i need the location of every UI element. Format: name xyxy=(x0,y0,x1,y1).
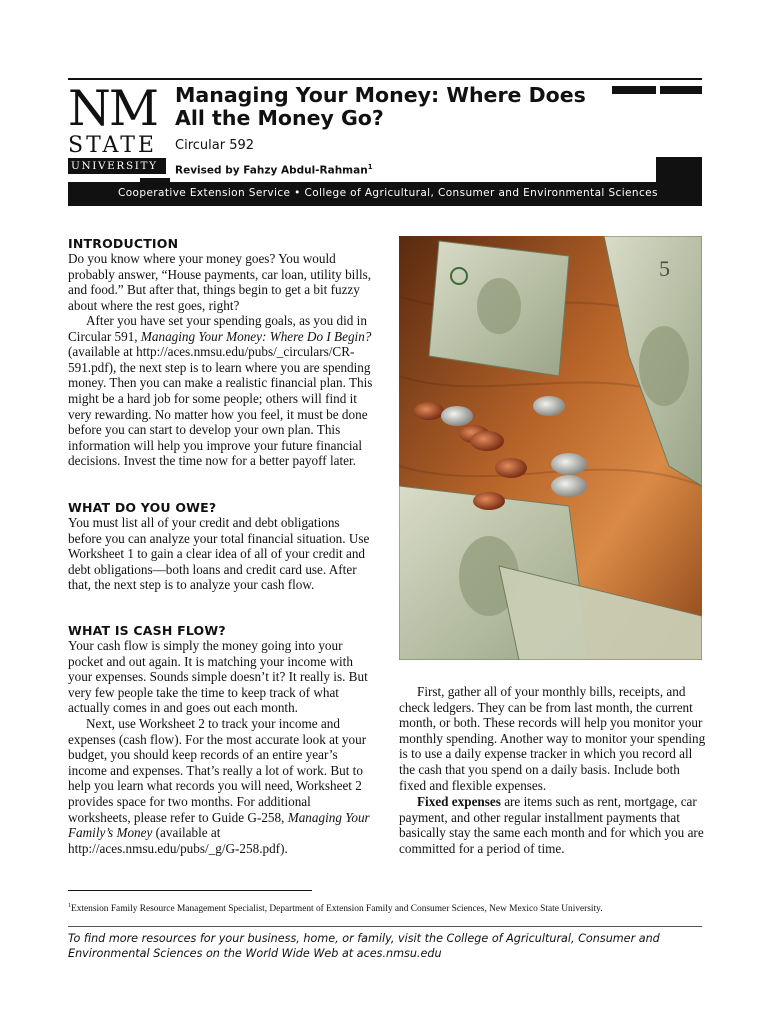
footer-rule xyxy=(68,926,702,927)
header-top-rule xyxy=(68,78,702,80)
header-deco-block xyxy=(660,86,702,94)
cashflow-paragraph-2 xyxy=(68,716,374,856)
logo-university: UNIVERSITY xyxy=(68,158,166,174)
intro-paragraph-2 xyxy=(68,313,374,469)
nmsu-logo xyxy=(68,80,166,186)
heading-what-do-you-owe: WHAT DO YOU OWE? xyxy=(68,500,217,515)
header-deco-block xyxy=(656,157,702,182)
cashflow-paragraph-1: Your cash flow is simply the money going into your pocket and out again. It is matching your income with your expenses. Sounds simple doesn’t it? It really is. But very few people take the time to keep track of what actually comes in and goes out each month. xyxy=(68,638,368,716)
revised-footnote-mark: 1 xyxy=(367,163,373,171)
owe-paragraph: You must list all of your credit and debt obligations before you can analyze your total financial situation. Use Worksheet 1 to gain a clear idea of all of your credit and debt obligations—both loans and credit card use. After that, the next step is to analyze your cash flow. xyxy=(68,515,370,593)
footnote xyxy=(68,903,603,914)
header-deco-block xyxy=(612,86,656,94)
circular-591-title: Managing Your Money: Where Do I Begin? xyxy=(140,328,372,344)
bill-numeral: 5 xyxy=(659,256,670,281)
right-p2-text: are items such as rent, mortgage, car payment, and other regular installment payments that basically stay the same each month and for which you are committed for a period of time. xyxy=(399,794,704,856)
title-line-2: All the Money Go? xyxy=(175,106,384,130)
revised-text: Revised by Fahzy Abdul-Rahman xyxy=(175,164,368,177)
right-paragraph-1: First, gather all of your monthly bills, receipts, and check ledgers. They can be from last month, the current month, or both. These records will help you monitor your monthly spending. Another way to monitor your spending is to use a daily expense tracker in which you record all the cash that you spend on a daily basis. Include both fixed and flexible expenses. xyxy=(399,684,706,793)
footnote-text: Extension Family Resource Management Specialist, Department of Extension Family and Consumer Sciences, New Mexico State University. xyxy=(71,904,603,915)
revised-by xyxy=(175,163,373,177)
money-photo xyxy=(399,236,702,660)
cashflow-p2-text-a: Next, use Worksheet 2 to track your income and expenses (cash flow). For the most accurate look at your budget, you should keep records of an entire year’s income and expenses. That’s really a lot of work. But to help you learn what records you will need, Worksheet 2 provides space for two months. For additional worksheets, please refer to Guide G-258, xyxy=(68,716,367,825)
extension-banner-text: Cooperative Extension Service • College of Agricultural, Consumer and Environmental Sciences xyxy=(118,187,658,199)
document-title xyxy=(175,84,595,130)
intro-p2-text-a: After you have set your spending goals, as you did in Circular 591, xyxy=(68,313,367,344)
logo-state: STATE xyxy=(68,133,157,158)
footer-resources-note: To find more resources for your business, home, or family, visit the College of Agricultural, Consumer and Environmental Sciences on the World Wide Web at aces.nmsu.edu xyxy=(68,932,660,960)
title-line-1: Managing Your Money: Where Does xyxy=(175,83,586,107)
intro-p2-text-b: (available at http://aces.nmsu.edu/pubs/_circulars/CR-591.pdf), the next step is to learn where you are spending money. Then you can make a realistic financial plan. This might be a hard job for some people; others will find it very rewarding. No matter how you feel, it must be done before you can start to develop your own plan. This information will help you improve your future financial decisions. Invest the time now for a better payoff later. xyxy=(68,344,373,469)
heading-what-is-cash-flow: WHAT IS CASH FLOW? xyxy=(68,623,226,638)
cashflow-p2-text-b: (available at http://aces.nmsu.edu/pubs/_g/G-258.pdf). xyxy=(68,825,288,856)
intro-paragraph-1: Do you know where your money goes? You would probably answer, “House payments, car loan, utility bills, and food.” But after that, things begin to get a bit fuzzy about where the rest goes, right? xyxy=(68,251,372,313)
footnote-rule xyxy=(68,890,312,891)
fixed-expenses-term: Fixed expenses xyxy=(417,794,501,809)
guide-g258-title: Managing Your Family’s Money xyxy=(68,809,370,841)
right-paragraph-2 xyxy=(399,794,707,856)
footnote-mark: 1 xyxy=(68,903,71,909)
circular-number: Circular 592 xyxy=(175,138,255,153)
heading-introduction: INTRODUCTION xyxy=(68,236,179,251)
logo-nm: NM xyxy=(68,80,158,137)
dollar-bill-top-left xyxy=(429,241,569,376)
